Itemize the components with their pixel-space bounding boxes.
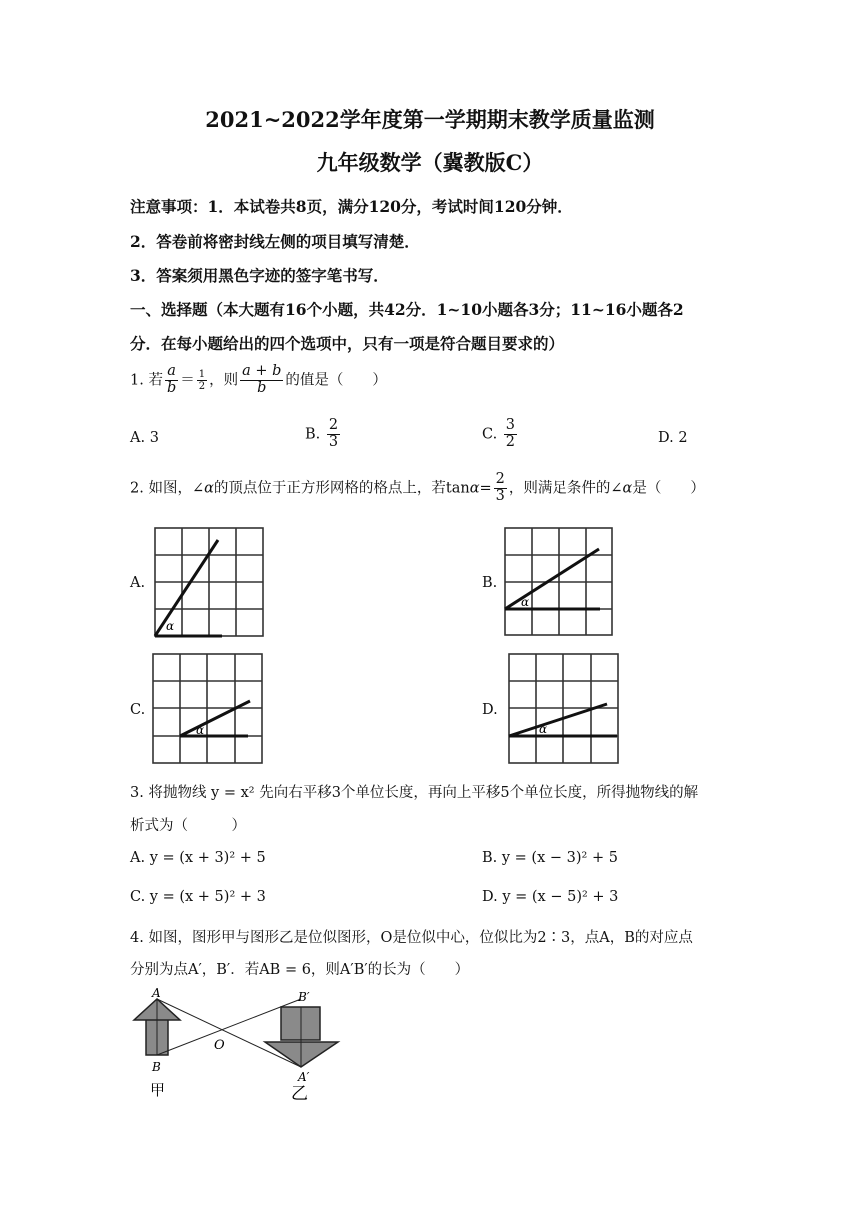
q4-label-B-prime: B′ — [298, 990, 310, 1004]
q2-f-num: 2 — [495, 471, 505, 487]
q2-option-d-figure[interactable] — [505, 651, 623, 767]
q2-alpha-1: α — [204, 480, 214, 497]
q4-label-yi: 乙 — [291, 1084, 308, 1104]
q2-option-b-label[interactable]: B. — [482, 575, 498, 591]
q2-alpha-3: α — [622, 480, 633, 497]
q1-equals: ＝ — [180, 372, 195, 389]
q3-option-d[interactable]: D. y = (x − 5)² + 3 — [482, 889, 619, 905]
q4-label-B: B — [152, 1060, 161, 1074]
q2-c-alpha: α — [196, 723, 205, 737]
q2-option-b-figure[interactable] — [502, 525, 617, 640]
q2-suffix: ，则满足条件的∠ — [508, 480, 623, 497]
q1-prefix: 1. 若 — [130, 372, 163, 389]
q2-prefix: 2. 如图，∠ — [130, 480, 205, 497]
question-3-line2: 析式为（ ） — [130, 818, 246, 834]
q2-b-alpha: α — [521, 595, 530, 609]
q1-fraction-sum — [240, 364, 283, 397]
q2-option-c-figure[interactable] — [150, 651, 268, 767]
q1-f1-num: a — [167, 363, 176, 379]
note-1: 注意事项：1．本试卷共8页，满分120分，考试时间120分钟． — [130, 197, 573, 216]
q1-option-b-fraction — [327, 418, 340, 451]
page-subtitle: 九年级数学（冀教版C） — [316, 150, 544, 175]
section-heading-line2: 分．在每小题给出的四个选项中，只有一项是符合题目要求的） — [130, 334, 565, 353]
q1-f3-den: b — [257, 379, 267, 396]
q1-f3-num: a + b — [242, 363, 282, 379]
q1-suffix: 的值是（ ） — [285, 372, 387, 389]
q1-b-den: 3 — [328, 433, 339, 450]
q4-label-A-prime: A′ — [298, 1070, 310, 1084]
q1-fraction-half — [197, 369, 207, 392]
q2-mid: 的顶点位于正方形网格的格点上，若tan — [213, 480, 470, 497]
q2-f-den: 3 — [495, 487, 505, 504]
question-4-line2: 分别为点A′，B′．若AB = 6，则A′B′的长为（ ） — [130, 962, 470, 978]
q1-option-c-fraction — [504, 418, 517, 451]
q4-label-A: A — [152, 986, 161, 1000]
q1-option-b-label: B. — [305, 426, 321, 443]
q2-option-a-label[interactable]: A. — [130, 575, 146, 591]
q1-f2-den: 2 — [198, 380, 206, 392]
q1-f2-num: 1 — [198, 368, 206, 380]
q3-option-c[interactable]: C. y = (x + 5)² + 3 — [130, 889, 266, 905]
q2-fraction — [494, 472, 507, 505]
q4-label-O: O — [214, 1038, 225, 1053]
q1-b-num: 2 — [328, 417, 339, 433]
q1-option-c-label: C. — [482, 426, 498, 443]
q1-option-a[interactable]: A. 3 — [130, 430, 159, 446]
q1-option-d[interactable]: D. 2 — [658, 430, 688, 446]
q2-alpha-2: α — [469, 480, 480, 497]
question-4-line1: 4. 如图，图形甲与图形乙是位似图形，O是位似中心，位似比为2∶3，点A，B的对应点 — [130, 930, 693, 946]
q1-fraction-a-over-b — [165, 364, 178, 397]
note-2: 2．答卷前将密封线左侧的项目填写清楚． — [130, 232, 420, 251]
q2-a-alpha: α — [166, 619, 175, 633]
question-1 — [130, 364, 387, 397]
q1-f1-den: b — [166, 379, 177, 396]
q2-option-a-figure[interactable] — [150, 525, 270, 640]
q1-mid: ，则 — [209, 372, 239, 389]
q4-homothety-figure — [128, 985, 358, 1105]
section-heading-line1: 一、选择题（本大题有16个小题，共42分．1~10小题各3分；11~16小题各2 — [130, 300, 684, 319]
note-3: 3．答案须用黑色字迹的签字笔书写． — [130, 266, 389, 285]
q1-option-b[interactable] — [305, 418, 342, 451]
q2-d-alpha: α — [539, 722, 548, 736]
q2-equals: = — [479, 480, 492, 497]
q2-end: 是（ ） — [632, 480, 705, 497]
q3-option-b[interactable]: B. y = (x − 3)² + 5 — [482, 850, 618, 866]
q2-option-d-label[interactable]: D. — [482, 702, 498, 718]
q4-label-jia: 甲 — [150, 1081, 166, 1099]
q3-option-a[interactable]: A. y = (x + 3)² + 5 — [130, 850, 266, 866]
question-2 — [130, 472, 705, 505]
q1-option-c[interactable] — [482, 418, 519, 451]
q2-option-c-label[interactable]: C. — [130, 702, 146, 718]
q1-c-num: 3 — [505, 417, 516, 433]
question-3-line1: 3. 将抛物线 y = x² 先向右平移3个单位长度，再向上平移5个单位长度，所得抛物线的解 — [130, 785, 699, 801]
page-title: 2021~2022学年度第一学期期末教学质量监测 — [205, 107, 655, 132]
q1-c-den: 2 — [505, 433, 516, 450]
